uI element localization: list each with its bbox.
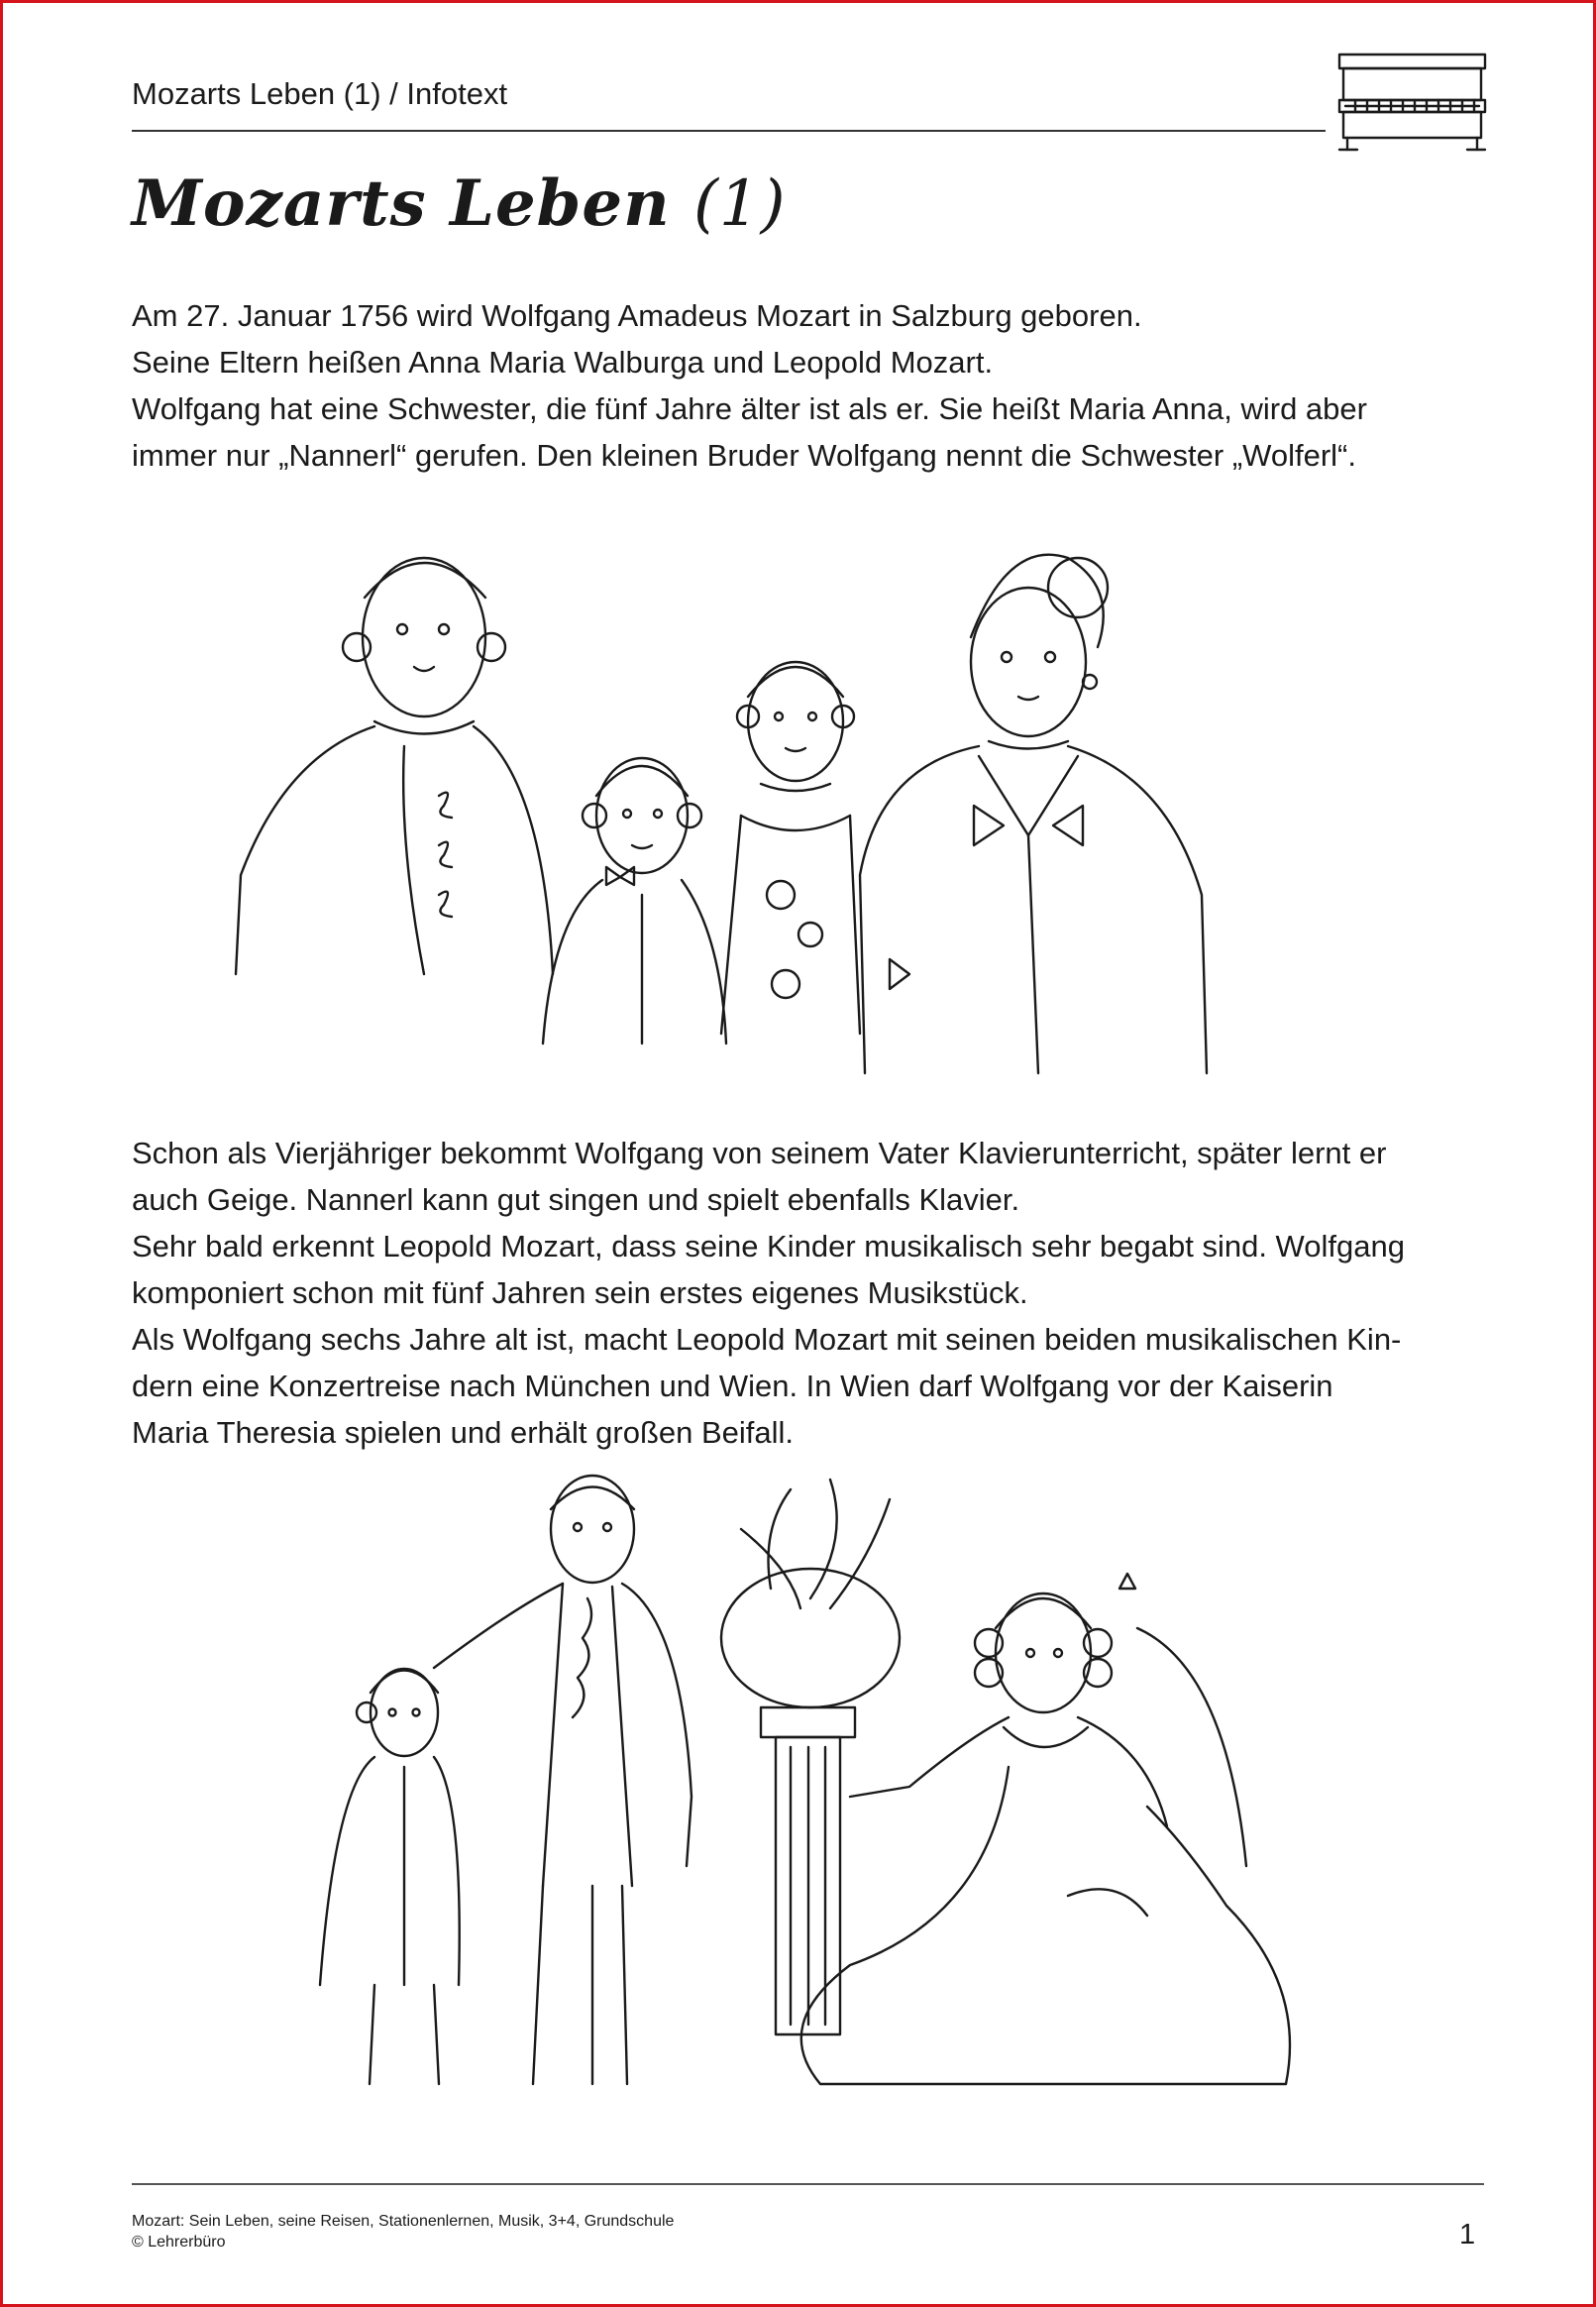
young-wolfgang-figure (320, 1669, 460, 2084)
footer-info (132, 2211, 674, 2252)
footer-source: Mozart: Sein Leben, seine Reisen, Stationenlernen, Musik, 3+4, Grundschule (132, 2213, 675, 2230)
text-line: Wolfgang hat eine Schwester, die fünf Jahre älter ist als er. Sie heißt Maria Anna, wird aber (132, 391, 1367, 426)
piano-icon (1335, 51, 1489, 154)
footer-copyright: © Lehrerbüro (132, 2234, 226, 2251)
text-line: Am 27. Januar 1756 wird Wolfgang Amadeus Mozart in Salzburg geboren. (132, 298, 1142, 333)
page-title (132, 166, 787, 241)
text-line: dern eine Konzertreise nach München und Wien. In Wien darf Wolfgang vor der Kaiserin (132, 1369, 1333, 1403)
page-title-number: (1) (692, 167, 787, 241)
family-illustration (226, 518, 1236, 1103)
text-line: auch Geige. Nannerl kann gut singen und spielt ebenfalls Klavier. (132, 1182, 1020, 1217)
text-line: Maria Theresia spielen und erhält großen Beifall. (132, 1415, 795, 1450)
page-title-text: Mozarts Leben (132, 166, 671, 241)
text-line: Als Wolfgang sechs Jahre alt ist, macht Leopold Mozart mit seinen beiden musikalischen Kin- (132, 1322, 1402, 1357)
empress-figure (801, 1574, 1290, 2084)
footer-divider (132, 2183, 1484, 2185)
text-line: Seine Eltern heißen Anna Maria Walburga und Leopold Mozart. (132, 345, 994, 380)
text-line: komponiert schon mit fünf Jahren sein erstes eigenes Musikstück. (132, 1275, 1028, 1310)
header-divider (132, 130, 1326, 132)
text-line: Schon als Vierjähriger bekommt Wolfgang von seinem Vater Klavierunterricht, später lernt er (132, 1136, 1387, 1170)
page-number: 1 (1459, 2219, 1476, 2251)
intro-paragraph (132, 292, 1489, 479)
main-paragraph (132, 1130, 1489, 1456)
header-title: Mozarts Leben (1) / Infotext (132, 76, 508, 111)
empress-audience-illustration (295, 1470, 1335, 2124)
nannerl-figure (721, 662, 860, 1034)
text-line: Sehr bald erkennt Leopold Mozart, dass seine Kinder musikalisch sehr begabt sind. Wolfgang (132, 1229, 1405, 1263)
father-figure (236, 558, 553, 974)
mother-figure (860, 555, 1207, 1073)
text-line: immer nur „Nannerl“ gerufen. Den kleinen Bruder Wolfgang nennt die Schwester „Wolferl“. (132, 438, 1356, 473)
leopold-figure (434, 1476, 692, 2084)
plant-pedestal (721, 1480, 900, 2034)
wolfgang-figure (543, 758, 726, 1044)
